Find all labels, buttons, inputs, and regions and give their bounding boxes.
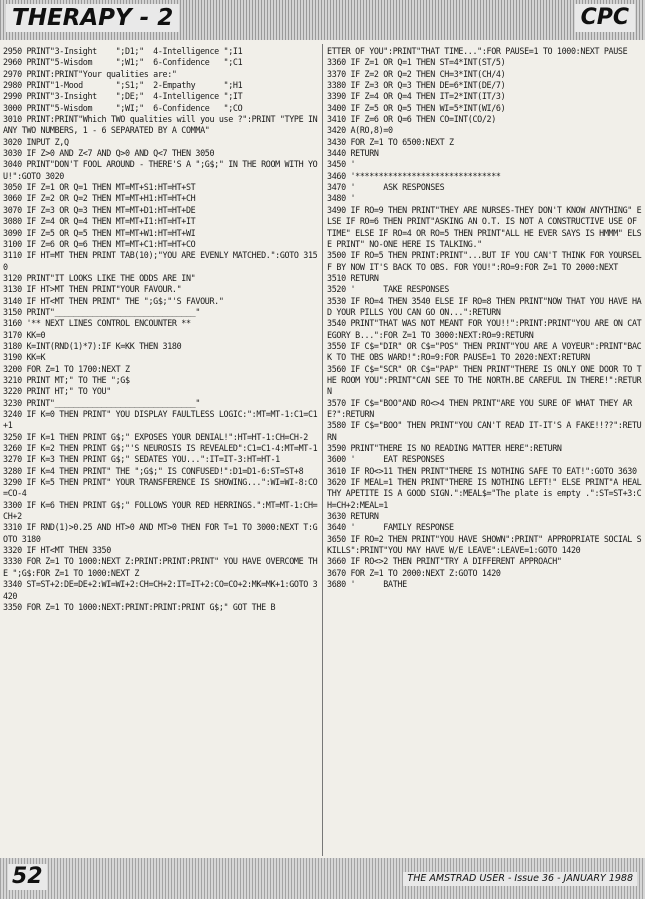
code-line: 3370 IF Z=2 OR Q=2 THEN CH=3*INT(CH/4) xyxy=(327,68,506,79)
article-title: THERAPY - 2 xyxy=(6,4,179,32)
code-line: 3110 IF HT=MT THEN PRINT TAB(10);"YOU ARE EVENLY MATCHED.":GOTO 3150 xyxy=(3,250,318,272)
code-line: 3220 PRINT HT;" TO YOU" xyxy=(3,386,111,397)
column-divider xyxy=(322,44,323,856)
code-line: 3390 IF Z=4 OR Q=4 THEN IT=2*INT(IT/3) xyxy=(327,91,506,102)
code-line: 3250 IF K=1 THEN PRINT G$;" EXPOSES YOUR DENIAL!":HT=HT-1:CH=CH-2 xyxy=(3,431,308,442)
code-line: 3100 IF Z=6 OR Q=6 THEN MT=MT+C1:HT=HT+CO xyxy=(3,238,196,249)
code-line: 3240 IF K=0 THEN PRINT" YOU DISPLAY FAULTLESS LOGIC:":MT=MT-1:C1=C1+1 xyxy=(3,409,318,431)
code-line: 3630 RETURN xyxy=(327,511,379,522)
code-line: 3060 IF Z=2 OR Q=2 THEN MT=MT+H1:HT=HT+CH xyxy=(3,193,196,204)
code-line: 3050 IF Z=1 OR Q=1 THEN MT=MT+S1:HT=HT+ST xyxy=(3,182,196,193)
code-line: 3540 PRINT"THAT WAS NOT MEANT FOR YOU!!":PRINT:PRINT"YOU ARE ON CATEGORY B...":FOR Z=1 TO 3000:NEXT:RO=9:RETURN xyxy=(327,318,642,340)
code-line: 3310 IF RND(1)>0.25 AND HT>0 AND MT>0 THEN FOR T=1 TO 3000:NEXT T:GOTO 3180 xyxy=(3,522,318,544)
code-line: 3600 ' EAT RESPONSES xyxy=(327,454,445,465)
code-line: 3500 IF RO=5 THEN PRINT:PRINT"...BUT IF YOU CAN'T THINK FOR YOURSELF BY NOW IT'S BACK TO OBS. FOR YOU!":RO=9:FOR Z=1 TO 2000:NEXT xyxy=(327,250,642,272)
code-line: 3620 IF MEAL=1 THEN PRINT"THERE IS NOTHING LEFT!" ELSE PRINT"A HEALTHY APETITE IS A GOOD SIGN.":MEAL$="The plate is empty .":ST=ST+3:CH=CH+2:MEAL=1 xyxy=(327,477,642,510)
code-line: 3660 IF RO<>2 THEN PRINT"TRY A DIFFERENT APPROACH" xyxy=(327,556,562,567)
issue-info: THE AMSTRAD USER - Issue 36 - JANUARY 1988 xyxy=(403,872,637,886)
code-line: 3670 FOR Z=1 TO 2000:NEXT Z:GOTO 1420 xyxy=(327,567,501,578)
code-line: 3260 IF K=2 THEN PRINT G$;"'S NEUROSIS IS REVEALED":C1=C1-4:MT=MT-1 xyxy=(3,443,318,454)
code-line: 3460 '******************************* xyxy=(327,170,501,181)
code-line: 3210 PRINT MT;" TO THE ";G$ xyxy=(3,374,130,385)
code-line: 3190 KK=K xyxy=(3,352,46,363)
code-line: 3350 FOR Z=1 TO 1000:NEXT:PRINT:PRINT:PRINT G$;" GOT THE B xyxy=(3,601,276,612)
code-line: 3380 IF Z=3 OR Q=3 THEN DE=6*INT(DE/7) xyxy=(327,80,506,91)
code-line: 3520 ' TAKE RESPONSES xyxy=(327,284,449,295)
code-line: 2980 PRINT"1-Mood ";S1;" 2-Empathy ";H1 xyxy=(3,80,243,91)
code-line: 3430 FOR Z=1 TO 6500:NEXT Z xyxy=(327,136,454,147)
code-line: 3200 FOR Z=1 TO 1700:NEXT Z xyxy=(3,363,130,374)
code-line: 3650 IF RO=2 THEN PRINT"YOU HAVE SHOWN":PRINT" APPROPRIATE SOCIAL SKILLS":PRINT"YOU MAY HAVE W/E LEAVE":LEAVE=1:GOTO 1420 xyxy=(327,533,642,556)
code-line: 3180 K=INT(RND(1)*7):IF K=KK THEN 3180 xyxy=(3,340,182,351)
code-line: 3400 IF Z=5 OR Q=5 THEN WI=5*INT(WI/6) xyxy=(327,102,506,113)
code-line: 3550 IF C$="DIR" OR C$="POS" THEN PRINT"YOU ARE A VOYEUR":PRINT"BACK TO THE OBS WARD!":RO=9:FOR PAUSE=1 TO 2020:NEXT:RETURN xyxy=(327,340,642,363)
code-line: 3480 ' xyxy=(327,193,356,204)
code-line: 2990 PRINT"3-Insight ";DE;" 4-Intelligence ";IT xyxy=(3,91,243,102)
code-line: 3140 IF HT<MT THEN PRINT" THE ";G$;"'S FAVOUR." xyxy=(3,295,224,306)
code-line: 3610 IF RO<>11 THEN PRINT"THERE IS NOTHING SAFE TO EAT!":GOTO 3630 xyxy=(327,465,637,476)
code-line: 3640 ' FAMILY RESPONSE xyxy=(327,522,454,533)
code-line: 2950 PRINT"3-Insight ";D1;" 4-Intelligence ";I1 xyxy=(3,46,243,56)
code-line: 3340 ST=ST+2:DE=DE+2:WI=WI+2:CH=CH+2:IT=IT+2:CO=CO+2:MK=MK+1:GOTO 3420 xyxy=(3,579,318,601)
code-line: 3450 ' xyxy=(327,159,356,170)
code-line: 3270 IF K=3 THEN PRINT G$;" SEDATES YOU...":IT=IT-3:HT=HT-1 xyxy=(3,454,280,465)
code-line: 3330 FOR Z=1 TO 1000:NEXT Z:PRINT:PRINT:PRINT" YOU HAVE OVERCOME THE ";G$:FOR Z=1 TO 1000:NEXT Z xyxy=(3,556,318,578)
code-line: 3120 PRINT"IT LOOKS LIKE THE ODDS ARE IN" xyxy=(3,272,196,283)
code-line: 2960 PRINT"5-Wisdom ";W1;" 6-Confidence ";C1 xyxy=(3,57,243,68)
code-line: 3530 IF RO=4 THEN 3540 ELSE IF RO=8 THEN PRINT"NOW THAT YOU HAVE HAD YOUR PILLS YOU CAN GO ON...":RETURN xyxy=(327,295,642,317)
code-line: 3150 PRINT"______________________________" xyxy=(3,306,201,317)
code-line: 3440 RETURN xyxy=(327,148,379,159)
code-line: 3290 IF K=5 THEN PRINT" YOUR TRANSFERENCE IS SHOWING...":WI=WI-8:CO=CO-4 xyxy=(3,477,318,499)
code-line: 3580 IF C$="BOO" THEN PRINT"YOU CAN'T READ IT-IT'S A FAKE!!??":RETURN xyxy=(327,420,642,442)
code-line: 3030 IF Z>0 AND Z<7 AND Q>0 AND Q<7 THEN 3050 xyxy=(3,148,215,159)
code-line: 3010 PRINT:PRINT"Which TWO qualities will you use ?":PRINT "TYPE IN ANY TWO NUMBERS, 1 - 6 SEPARATED BY A COMMA" xyxy=(3,114,323,136)
code-line: 3170 KK=0 xyxy=(3,329,46,340)
code-line: 3000 PRINT"5-Wisdom ";WI;" 6-Confidence ";CO xyxy=(3,102,243,113)
code-line: 3130 IF HT>MT THEN PRINT"YOUR FAVOUR." xyxy=(3,284,182,295)
code-line: 3020 INPUT Z,Q xyxy=(3,136,69,147)
listing-column-right xyxy=(327,46,645,591)
code-line: 3590 PRINT"THERE IS NO READING MATTER HERE":RETURN xyxy=(327,443,562,454)
code-line: 3560 IF C$="SCR" OR C$="PAP" THEN PRINT"THERE IS ONLY ONE DOOR TO THE ROOM YOU":PRINT"CAN SEE TO THE NORTH.BE CAREFUL IN THERE!":RETURN xyxy=(327,363,642,397)
code-line: 3080 IF Z=4 OR Q=4 THEN MT=MT+I1:HT=HT+IT xyxy=(3,216,196,227)
page-number: 52 xyxy=(8,864,47,890)
code-line: 3320 IF HT<MT THEN 3350 xyxy=(3,545,111,556)
code-line: 3680 ' BATHE xyxy=(327,579,407,590)
code-line: 3410 IF Z=6 OR Q=6 THEN CO=INT(CO/2) xyxy=(327,114,496,125)
code-line: 3160 '** NEXT LINES CONTROL ENCOUNTER ** xyxy=(3,318,191,329)
code-line: 2970 PRINT:PRINT"Your qualities are:" xyxy=(3,68,177,79)
code-line: 3090 IF Z=5 OR Q=5 THEN MT=MT+W1:HT=HT+WI xyxy=(3,227,196,238)
code-line: ETTER OF YOU":PRINT"THAT TIME...":FOR PAUSE=1 TO 1000:NEXT PAUSE xyxy=(327,46,628,56)
platform-label: CPC xyxy=(575,4,635,32)
code-line: 3070 IF Z=3 OR Q=3 THEN MT=MT+D1:HT=HT+DE xyxy=(3,204,196,215)
code-line: 3420 A(RO,8)=0 xyxy=(327,125,393,136)
code-line: 3490 IF RO=9 THEN PRINT"THEY ARE NURSES-THEY DON'T KNOW ANYTHING" ELSE IF RO=6 THEN PRINT"ASKING AN O.T. IS NOT A CONSTRUCTIVE USE OF TIME" ELSE IF RO=4 OR RO=5 THEN PRINT"ALL HE EVER SAYS IS HMMM" ELSE PRINT" NO-ONE HERE IS TALKING." xyxy=(327,204,642,249)
code-line: 3230 PRINT"______________________________" xyxy=(3,397,201,408)
code-line: 3360 IF Z=1 OR Q=1 THEN ST=4*INT(ST/5) xyxy=(327,57,506,68)
page-footer xyxy=(0,858,645,899)
code-line: 3510 RETURN xyxy=(327,272,379,283)
page-header xyxy=(0,0,645,40)
code-line: 3470 ' ASK RESPONSES xyxy=(327,182,445,193)
listing-column-left xyxy=(3,46,321,613)
code-line: 3040 PRINT"DON'T FOOL AROUND - THERE'S A ";G$;" IN THE ROOM WITH YOU!":GOTO 3020 xyxy=(3,159,318,181)
code-line: 3570 IF C$="BOO"AND RO<>4 THEN PRINT"ARE YOU SURE OF WHAT THEY ARE?":RETURN xyxy=(327,397,632,419)
code-line: 3280 IF K=4 THEN PRINT" THE ";G$;" IS CONFUSED!":D1=D1-6:ST=ST+8 xyxy=(3,465,304,476)
code-line: 3300 IF K=6 THEN PRINT G$;" FOLLOWS YOUR RED HERRINGS.":MT=MT-1:CH=CH+2 xyxy=(3,499,318,522)
